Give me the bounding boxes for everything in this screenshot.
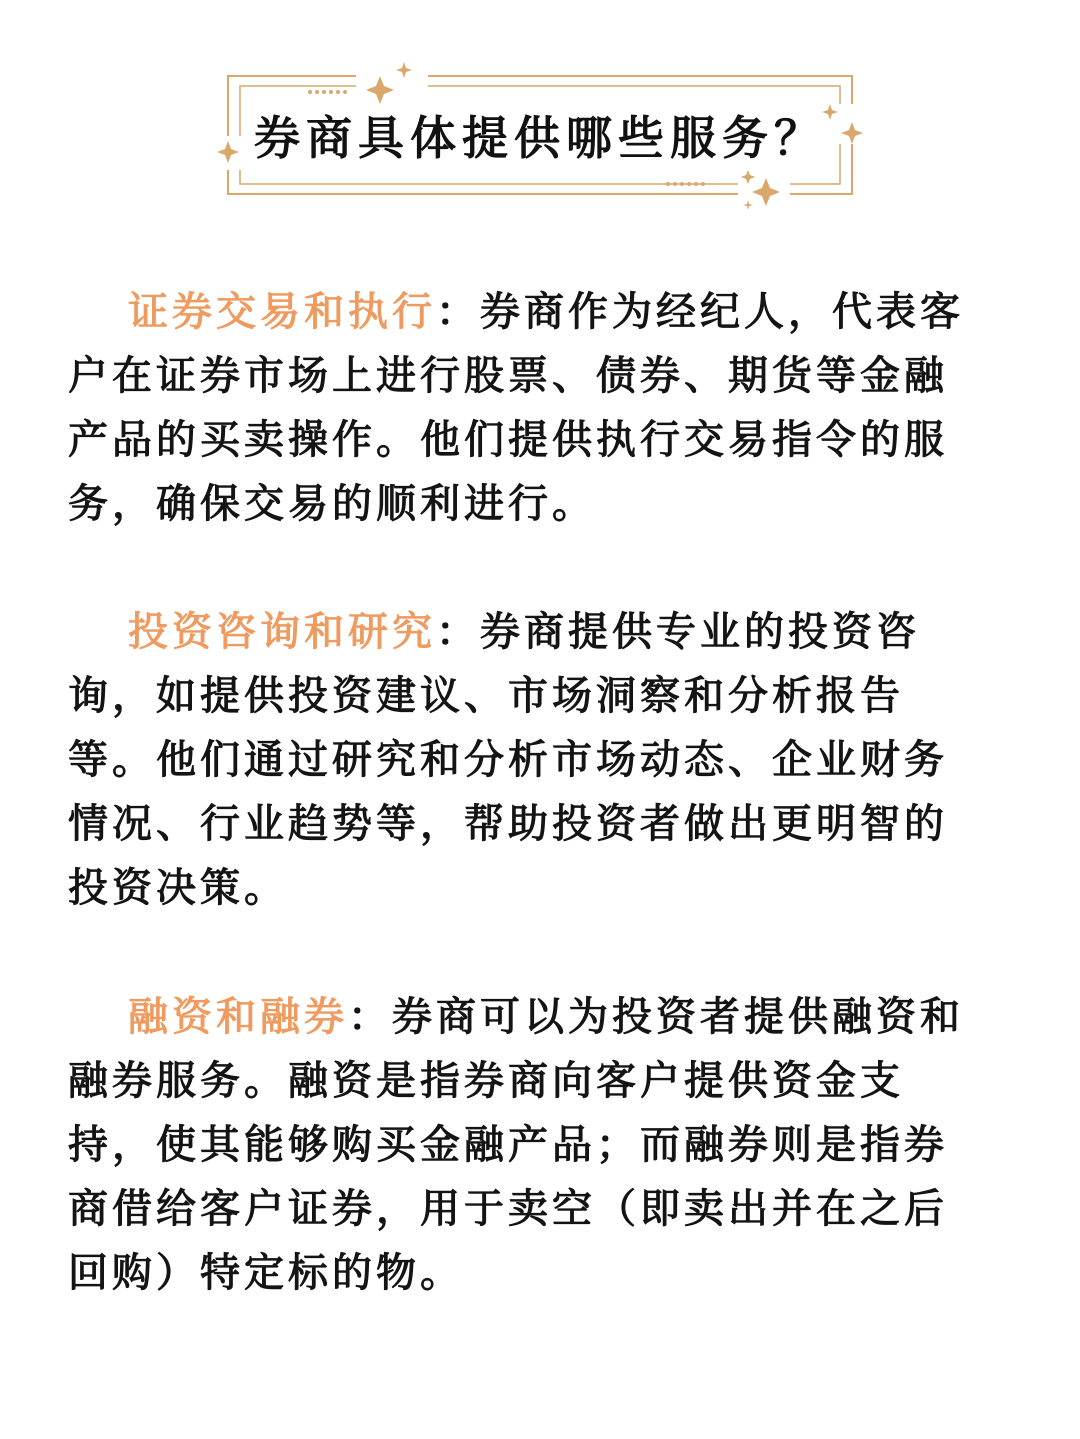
page-title: 券商具体提供哪些服务？	[254, 111, 826, 165]
section-margin-financing	[68, 985, 988, 1305]
section-term: 证券交易和执行	[128, 288, 436, 335]
section-body: ：券商提供专业的投资咨询，如提供投资建议、市场洞察和分析报告等。他们通过研究和分析市场动态、企业财务情况、行业趋势等，帮助投资者做出更明智的投资决策。	[68, 608, 948, 911]
section-investment-advisory	[68, 600, 988, 920]
section-body: ：券商可以为投资者提供融资和融券服务。融资是指券商向客户提供资金支持，使其能够购买金融产品；而融券则是指券商借给客户证券，用于卖空（即卖出并在之后回购）特定标的物。	[68, 993, 964, 1296]
title-frame	[0, 0, 1080, 230]
section-term: 投资咨询和研究	[128, 608, 436, 655]
section-term: 融资和融券	[128, 993, 348, 1040]
section-securities-trading	[68, 280, 988, 536]
section-body: ：券商作为经纪人，代表客户在证券市场上进行股票、债券、期货等金融产品的买卖操作。他们提供执行交易指令的服务，确保交易的顺利进行。	[68, 288, 964, 527]
dots-top	[308, 90, 347, 94]
